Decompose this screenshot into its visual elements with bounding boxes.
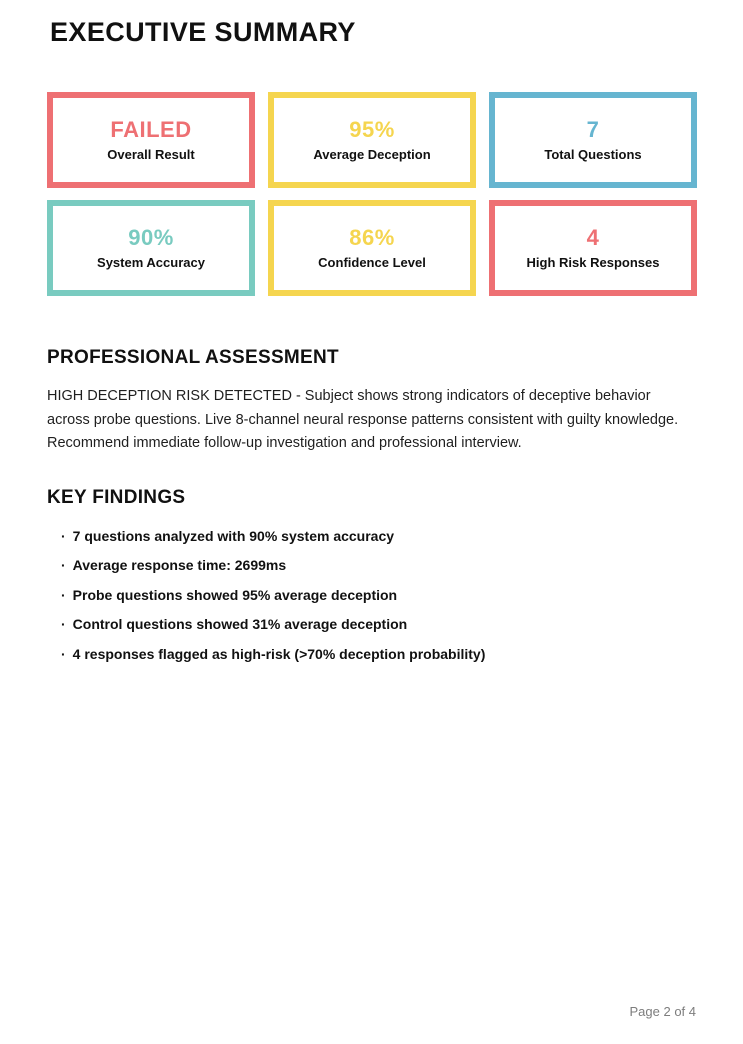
section-heading-assessment: PROFESSIONAL ASSESSMENT (47, 347, 339, 368)
metric-label: High Risk Responses (526, 255, 660, 270)
metric-value: 95% (349, 117, 395, 142)
metric-value: FAILED (110, 117, 192, 142)
finding-item (61, 647, 697, 662)
finding-item (61, 617, 697, 632)
finding-text: Control questions showed 31% average deception (72, 616, 408, 632)
metric-label: Total Questions (544, 147, 642, 162)
metric-card-system-accuracy (47, 200, 255, 296)
finding-item (61, 529, 697, 544)
metric-label: Confidence Level (318, 255, 426, 270)
assessment-paragraph: HIGH DECEPTION RISK DETECTED - Subject shows strong indicators of deceptive behavior across probe questions. Live 8-channel neural response patterns consistent with guilty knowledge. Recommend immediate follow-up investigation and professional interview. (47, 388, 679, 451)
finding-text: 4 responses flagged as high-risk (>70% deception probability) (72, 645, 486, 662)
metric-value: 4 (586, 225, 600, 250)
section-professional-assessment (47, 347, 697, 456)
page-number: Page 2 of 4 (629, 1004, 696, 1019)
bullet-marker: · (61, 557, 66, 573)
finding-text: 7 questions analyzed with 90% system accuracy (72, 527, 395, 544)
metric-value: 86% (349, 225, 395, 250)
metric-card-total-questions (489, 92, 697, 188)
metric-card-average-deception (268, 92, 476, 188)
bullet-marker: · (61, 645, 66, 662)
metric-label: Average Deception (313, 147, 431, 162)
bullet-marker: · (61, 527, 66, 544)
finding-item (61, 558, 697, 573)
section-heading-findings: KEY FINDINGS (47, 486, 186, 508)
metric-card-high-risk-responses (489, 200, 697, 296)
metric-card-confidence-level (268, 200, 476, 296)
bullet-marker: · (61, 616, 66, 632)
key-findings-list (47, 529, 697, 662)
metric-card-overall-result (47, 92, 255, 188)
metric-value: 90% (128, 225, 174, 250)
finding-item (61, 588, 697, 603)
page-title: EXECUTIVE SUMMARY (50, 17, 356, 47)
finding-text: Average response time: 2699ms (72, 557, 287, 573)
section-key-findings (47, 487, 697, 662)
metric-label: Overall Result (107, 147, 195, 162)
bullet-marker: · (61, 586, 66, 603)
metric-value: 7 (586, 117, 600, 142)
finding-text: Probe questions showed 95% average deception (72, 586, 398, 603)
metrics-grid (47, 92, 697, 296)
metric-label: System Accuracy (97, 255, 205, 270)
